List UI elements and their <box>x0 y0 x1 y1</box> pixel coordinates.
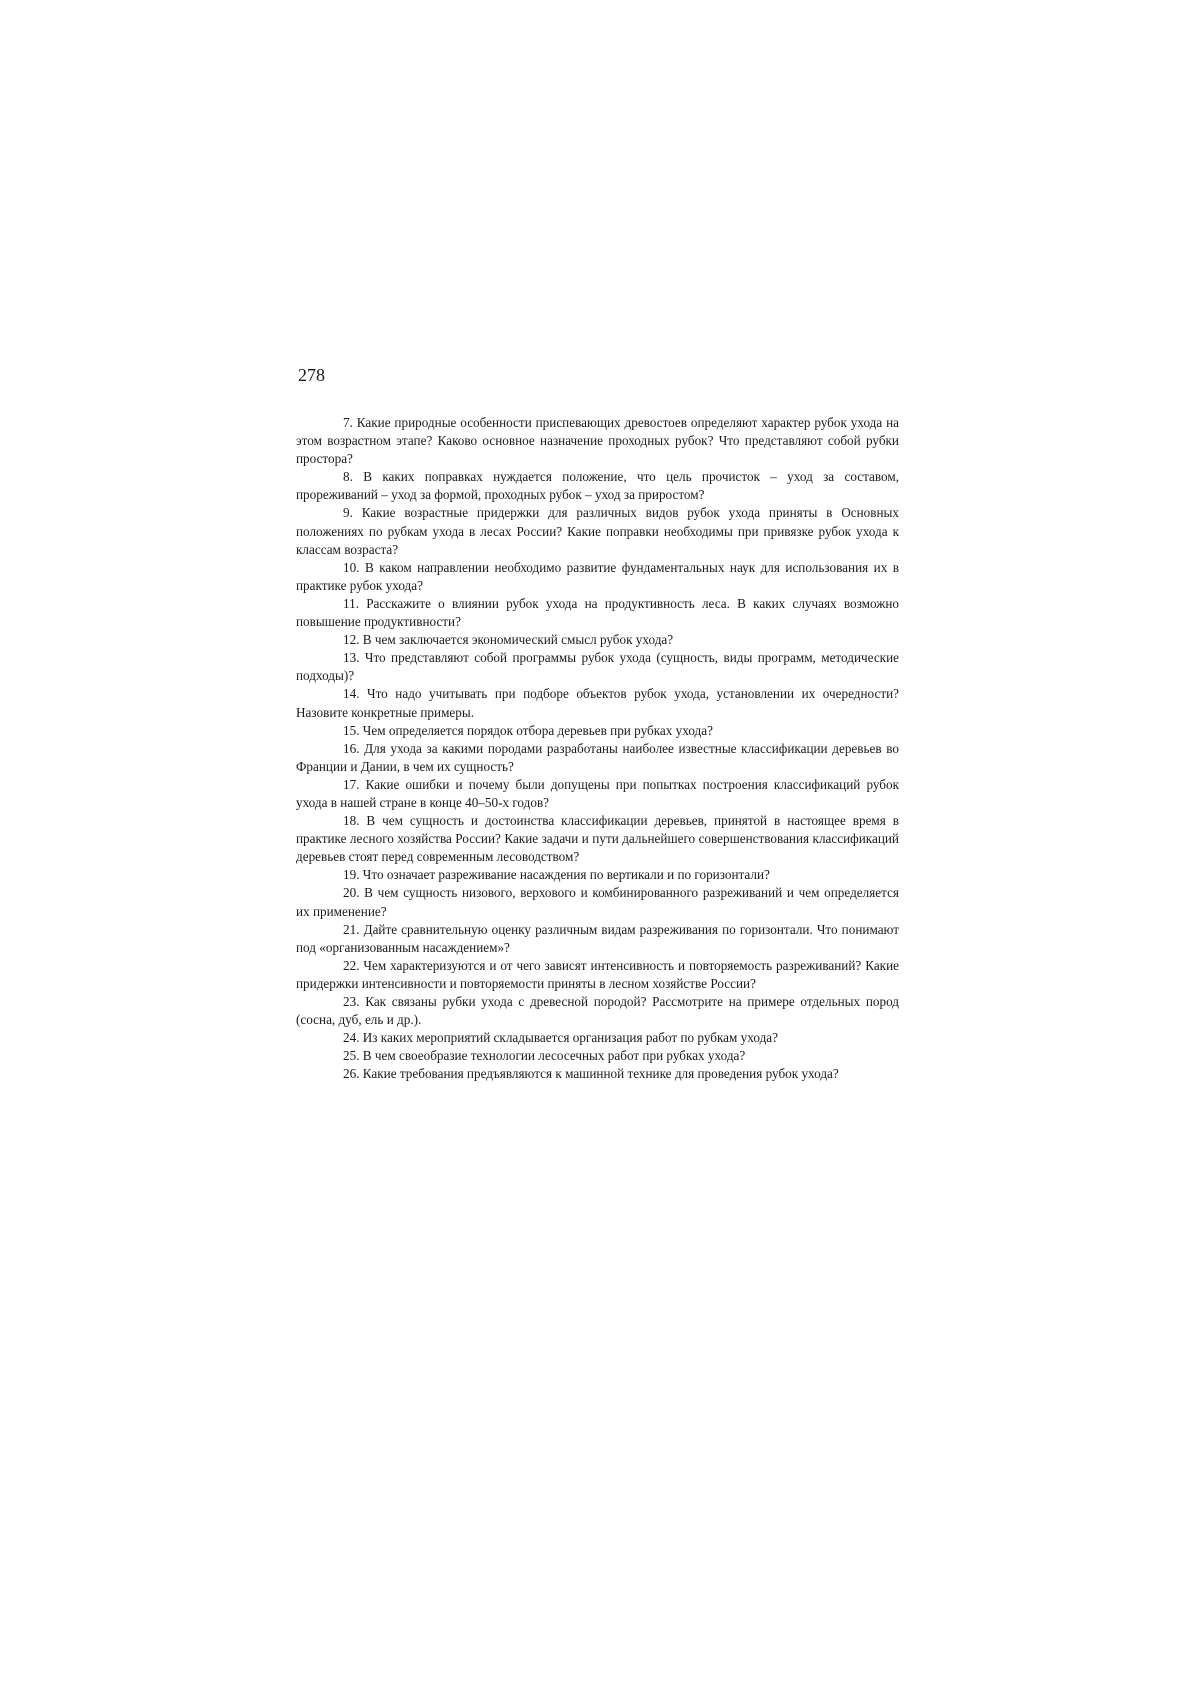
question-15: 15. Чем определяется порядок отбора деревьев при рубках ухода? <box>343 722 713 738</box>
question-21: 21. Дайте сравнительную оценку различным видам разреживания по горизонтали. Что понимают под «организованным насаждением»? <box>296 921 899 955</box>
question-7: 7. Какие природные особенности приспевающих древостоев определяют характер рубок ухода на этом возрастном этапе? Каково основное назначение проходных рубок? Что представляют собой рубки простора? <box>296 415 899 467</box>
question-16: 16. Для ухода за какими породами разработаны наиболее известные классификации деревьев во Франции и Дании, в чем их сущность? <box>296 740 899 774</box>
question-17: 17. Какие ошибки и почему были допущены при попытках построения классификаций рубок ухода в нашей стране в конце 40–50-х годов? <box>296 776 899 810</box>
question-19: 19. Что означает разреживание насаждения по вертикали и по горизонтали? <box>343 867 770 883</box>
question-25: 25. В чем своеобразие технологии лесосечных работ при рубках ухода? <box>343 1048 746 1064</box>
question-23: 23. Как связаны рубки ухода с древесной породой? Рассмотрите на примере отдельных пород (сосна, дуб, ель и др.). <box>296 994 899 1028</box>
page-number: 278 <box>298 365 325 385</box>
question-9: 9. Какие возрастные придержки для различных видов рубок ухода приняты в Основных положениях по рубкам ухода в лесах России? Какие поправки необходимы при привязке рубок ухода к классам возраста? <box>296 505 899 557</box>
question-14: 14. Что надо учитывать при подборе объектов рубок ухода, установлении их очередности? Назовите конкретные примеры. <box>296 686 899 720</box>
question-8: 8. В каких поправках нуждается положение, что цель прочисток – уход за составом, прореживаний – уход за формой, проходных рубок – уход за приростом? <box>296 469 899 503</box>
question-12: 12. В чем заключается экономический смысл рубок ухода? <box>343 632 674 648</box>
question-26: 26. Какие требования предъявляются к машинной технике для проведения рубок ухода? <box>343 1066 839 1082</box>
review-questions <box>296 414 899 1083</box>
question-11: 11. Расскажите о влиянии рубок ухода на продуктивность леса. В каких случаях возможно повышение продуктивности? <box>296 595 899 630</box>
question-20: 20. В чем сущность низового, верхового и комбинированного разреживаний и чем определяется их применение? <box>296 885 899 919</box>
question-13: 13. Что представляют собой программы рубок ухода (сущность, виды программ, методические подходы)? <box>296 650 899 684</box>
question-24: 24. Из каких мероприятий складывается организация работ по рубкам ухода? <box>343 1030 778 1046</box>
question-18: 18. В чем сущность и достоинства классификации деревьев, принятой в настоящее время в практике лесного хозяйства России? Какие задачи и пути дальнейшего совершенствования классификаций деревьев стоят перед современным лесоводством? <box>296 813 899 865</box>
question-22: 22. Чем характеризуются и от чего зависят интенсивность и повторяемость разреживаний? Какие придержки интенсивности и повторяемости приняты в лесном хозяйстве России? <box>296 957 899 991</box>
question-10: 10. В каком направлении необходимо развитие фундаментальных наук для использования их в практике рубок ухода? <box>296 559 899 593</box>
